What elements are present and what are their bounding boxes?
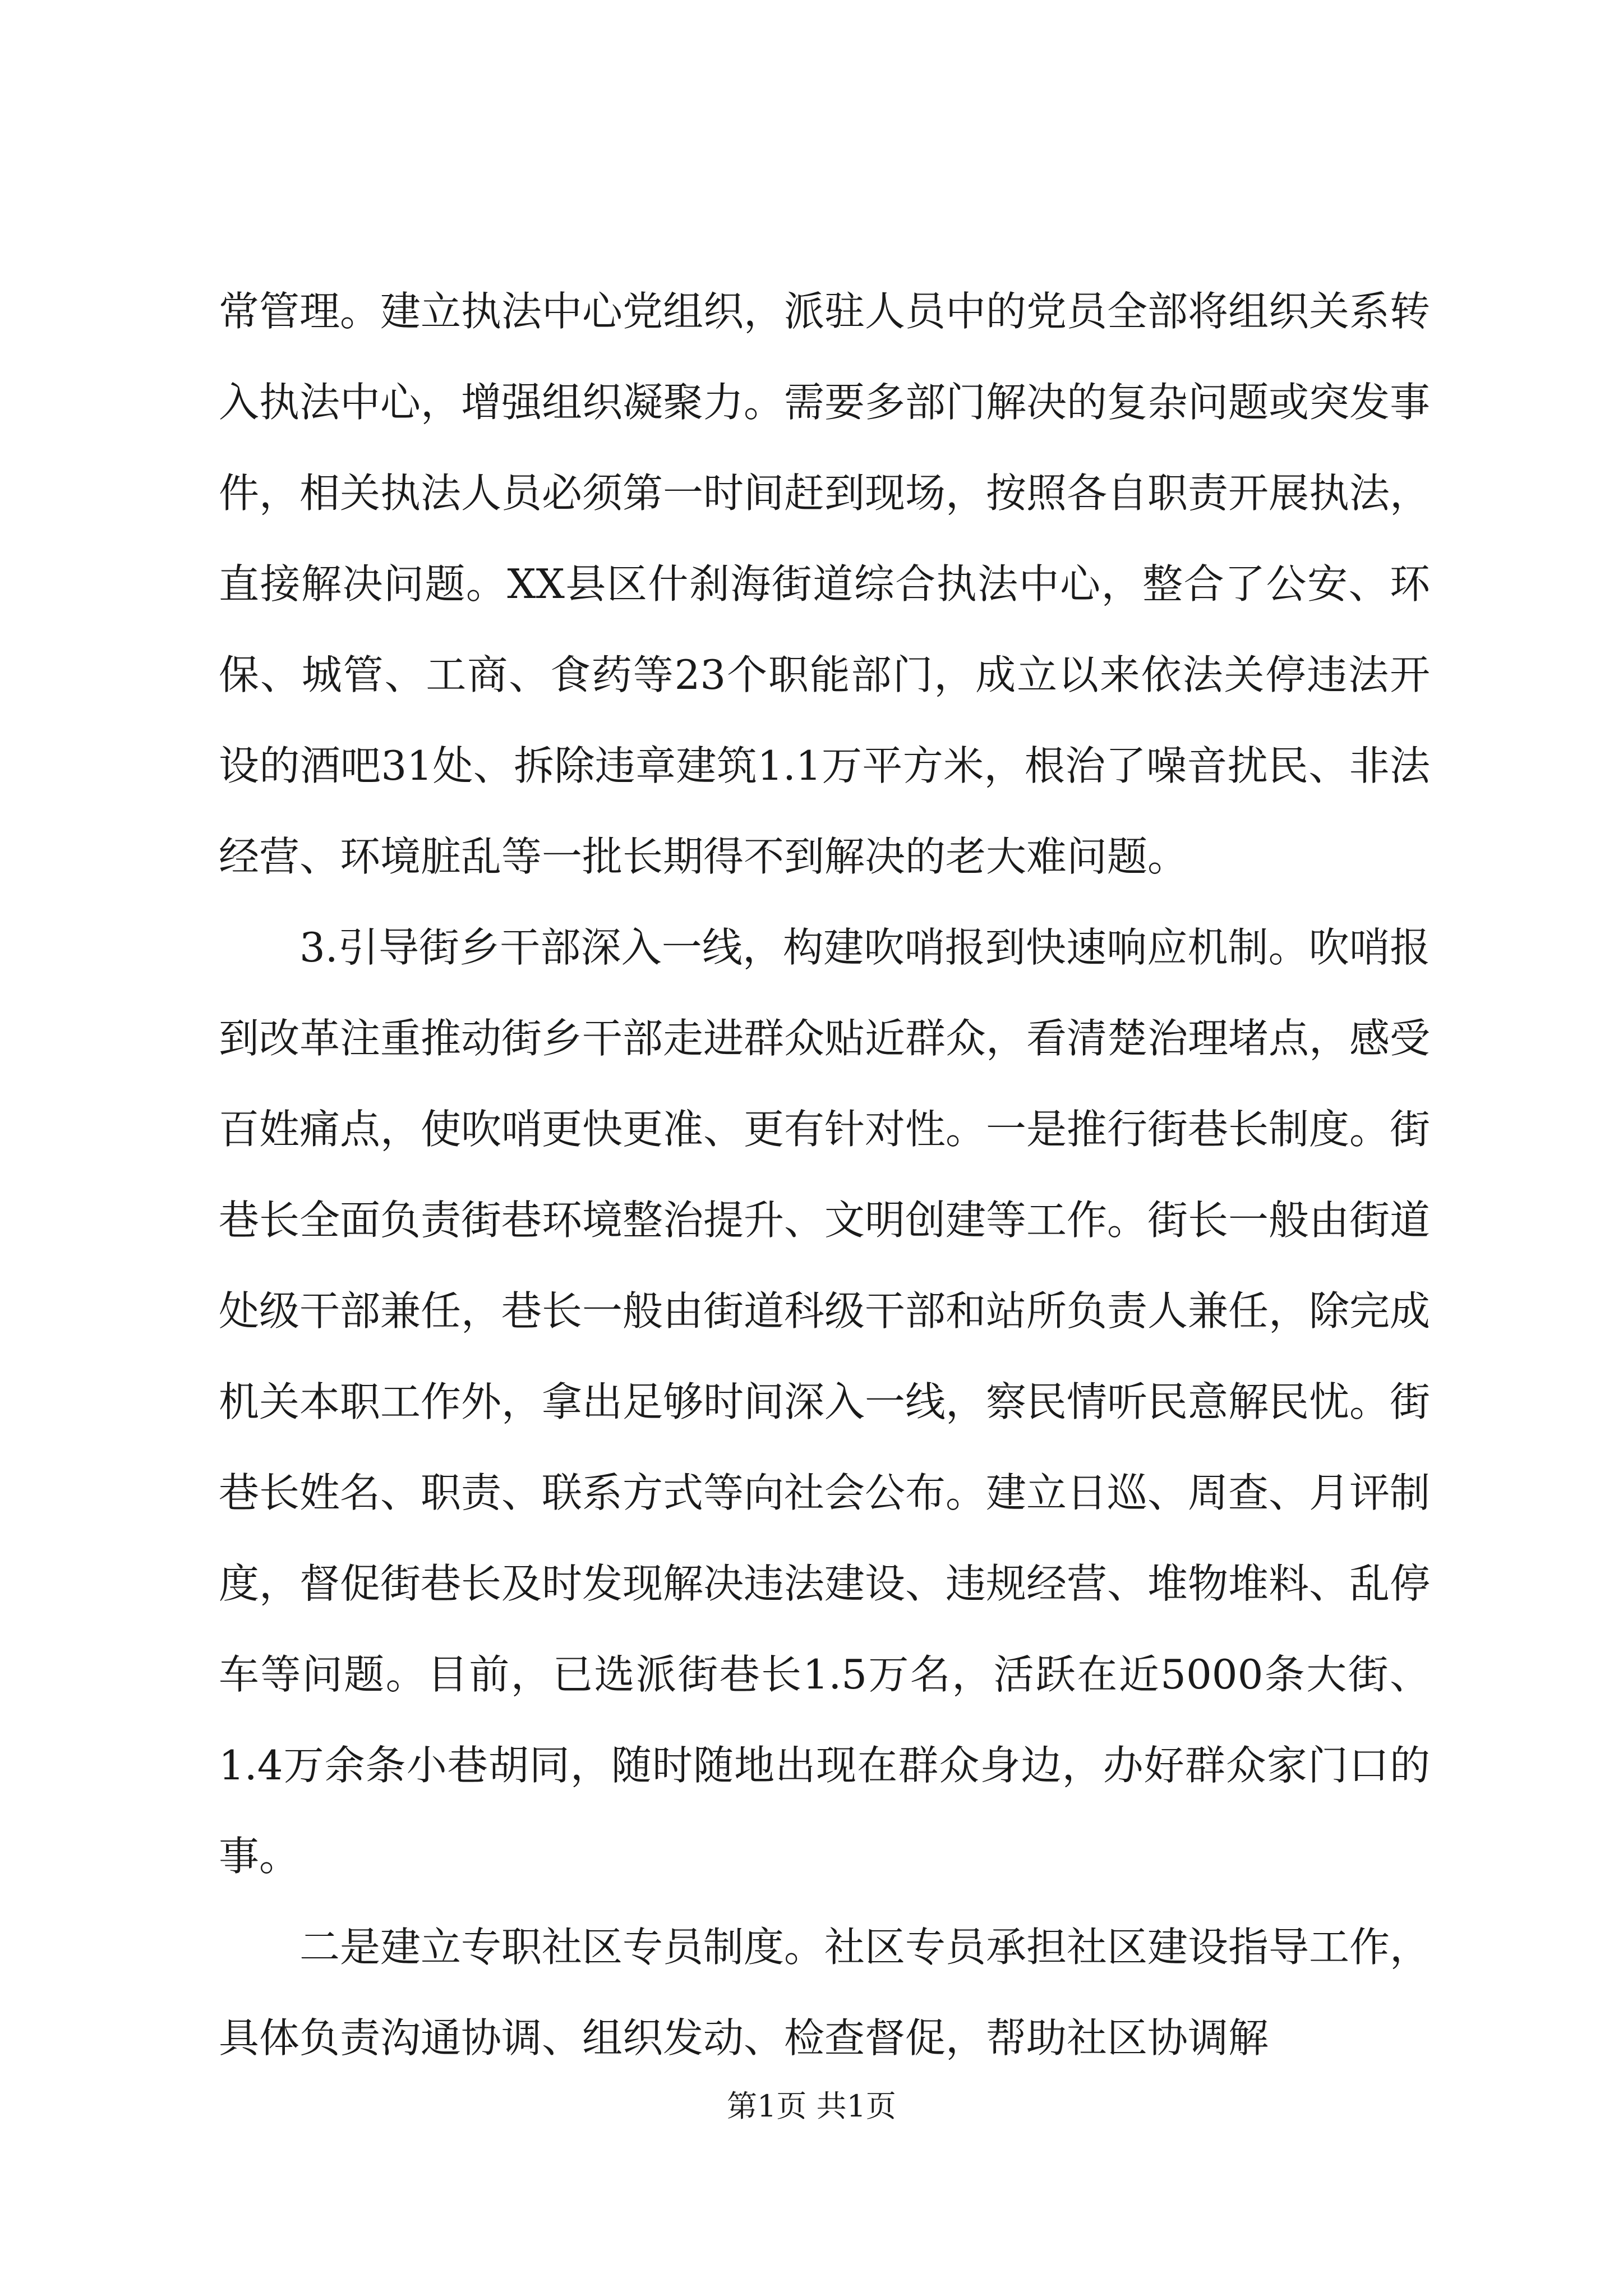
- paragraph-community-specialist: 二是建立专职社区专员制度。社区专员承担社区建设指导工作，具体负责沟通协调、组织发动、检查督促，帮助社区协调解: [219, 1924, 1431, 2062]
- body-text: [219, 266, 1430, 2083]
- paragraph-continued: 常管理。建立执法中心党组织，派驻人员中的党员全部将组织关系转入执法中心，增强组织凝聚力。需要多部门解决的复杂问题或突发事件，相关执法人员必须第一时间赶到现场，按照各自职责开展执法，直接解决问题。XX县区什刹海街道综合执法中心，整合了公安、环保、城管、工商、食药等23个职能部门，成立以来依法关停违法开设的酒吧31处、拆除违章建筑1.1万平方米，根治了噪音扰民、非法经营、环境脏乱等一批长期得不到解决的老大难问题。: [219, 288, 1431, 880]
- paragraph-section-3: 3.引导街乡干部深入一线，构建吹哨报到快速响应机制。吹哨报到改革注重推动街乡干部走进群众贴近群众，看清楚治理堵点，感受百姓痛点，使吹哨更快更准、更有针对性。一是推行街巷长制度。街巷长全面负责街巷环境整治提升、文明创建等工作。街长一般由街道处级干部兼任，巷长一般由街道科级干部和站所负责人兼任，除完成机关本职工作外，拿出足够时间深入一线，察民情听民意解民忧。街巷长姓名、职责、联系方式等向社会公布。建立日巡、周查、月评制度，督促街巷长及时发现解决违法建设、违规经营、堆物堆料、乱停车等问题。目前，已选派街巷长1.5万名，活跃在近5000条大街、1.4万余条小巷胡同，随时随地出现在群众身边，办好群众家门口的事。: [219, 924, 1431, 1880]
- page-footer: 第1页 共1页: [727, 2088, 896, 2124]
